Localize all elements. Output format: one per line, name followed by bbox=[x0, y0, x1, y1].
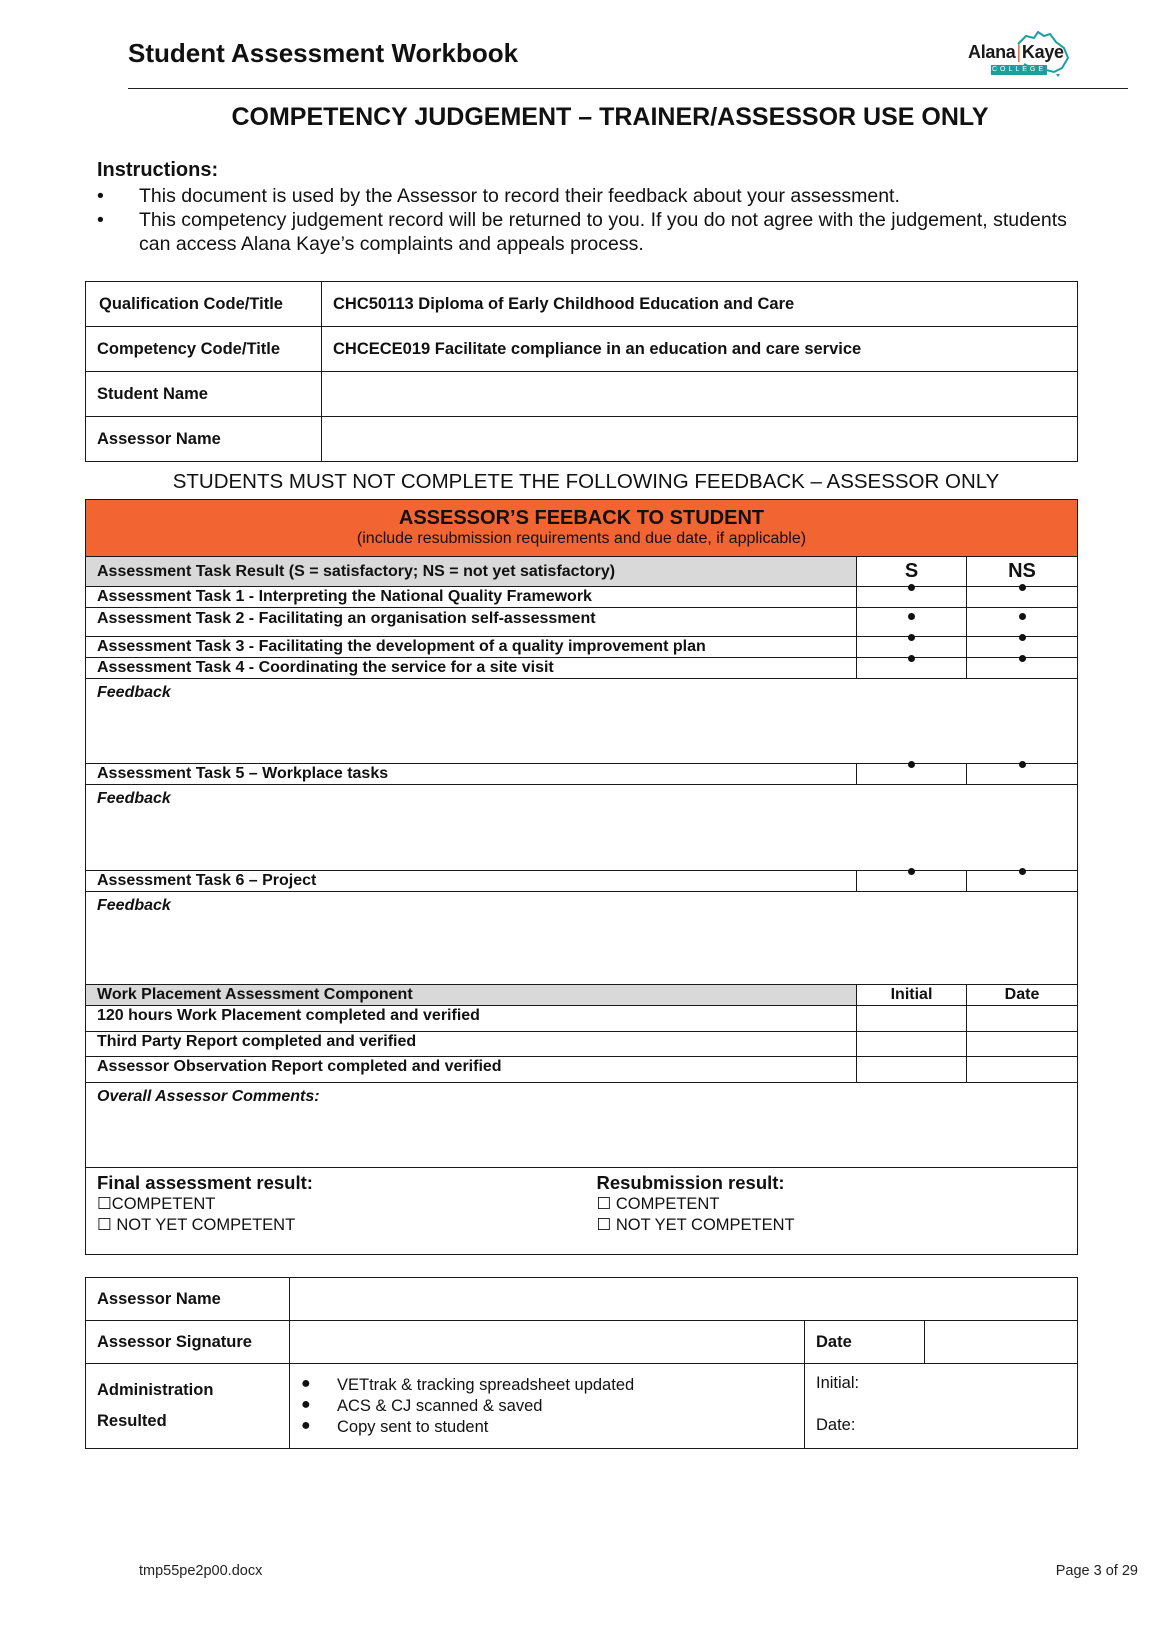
signoff-assessor-name-label: Assessor Name bbox=[86, 1278, 290, 1321]
admin-initial-date-field[interactable]: Initial: Date: bbox=[805, 1364, 1078, 1449]
table-row bbox=[86, 1278, 1078, 1321]
bullet-icon bbox=[908, 613, 915, 620]
student-name-label: Student Name bbox=[86, 372, 322, 417]
work-placement-row bbox=[86, 1006, 1078, 1032]
date-col-header: Date bbox=[967, 985, 1078, 1006]
feedback-header bbox=[86, 500, 1078, 557]
admin-item: ● Copy sent to student bbox=[301, 1416, 489, 1436]
assessor-signoff-table bbox=[85, 1277, 1078, 1449]
task-label: Assessment Task 6 – Project bbox=[86, 871, 857, 892]
result-header-row bbox=[86, 557, 1078, 587]
observation-initial-field[interactable] bbox=[857, 1057, 967, 1083]
workbook-title: Student Assessment Workbook bbox=[128, 38, 519, 68]
bullet-icon bbox=[1019, 655, 1026, 662]
signoff-assessor-name-field[interactable] bbox=[290, 1278, 1078, 1321]
footer-filename: tmp55pe2p00.docx bbox=[139, 1563, 263, 1579]
work-placement-label: Third Party Report completed and verified bbox=[86, 1032, 857, 1057]
bullet-icon bbox=[908, 634, 915, 641]
footer-page-number: Page 3 of 29 bbox=[1055, 1563, 1138, 1579]
work-placement-header-row bbox=[86, 985, 1078, 1006]
bullet-icon bbox=[908, 655, 915, 662]
table-row bbox=[86, 282, 1078, 327]
task-4-ns-option[interactable] bbox=[967, 658, 1078, 679]
bullet-icon bbox=[1019, 868, 1026, 875]
feedback-field-tasks-1-4[interactable]: Feedback bbox=[86, 679, 1078, 764]
task-4-s-option[interactable] bbox=[857, 658, 967, 679]
table-row bbox=[86, 372, 1078, 417]
task-5-s-option[interactable] bbox=[857, 764, 967, 785]
instruction-item: • This document is used by the Assessor to record their feedback about your assessment. bbox=[97, 185, 900, 207]
assessor-name-label: Assessor Name bbox=[86, 417, 322, 462]
assessor-feedback-table bbox=[85, 499, 1078, 1255]
result-header-label: Assessment Task Result (S = satisfactory; NS = not yet satisfactory) bbox=[86, 557, 857, 587]
feedback-row bbox=[86, 679, 1078, 764]
feedback-header-subtitle: (include resubmission requirements and due date, if applicable) bbox=[356, 530, 807, 547]
header-divider bbox=[128, 88, 1128, 89]
assessor-name-field[interactable] bbox=[322, 417, 1078, 462]
assessor-only-notice: STUDENTS MUST NOT COMPLETE THE FOLLOWING FEEDBACK – ASSESSOR ONLY bbox=[172, 470, 1000, 493]
col-ns-header: NS bbox=[967, 557, 1078, 587]
work-placement-row bbox=[86, 1032, 1078, 1057]
task-row bbox=[86, 637, 1078, 658]
signoff-date-field[interactable] bbox=[925, 1321, 1078, 1364]
task-2-ns-option[interactable] bbox=[967, 608, 1078, 637]
result-row bbox=[86, 1168, 1078, 1255]
task-row bbox=[86, 658, 1078, 679]
feedback-header-row bbox=[86, 500, 1078, 557]
result-section bbox=[86, 1168, 1078, 1255]
final-result-group bbox=[97, 1172, 592, 1236]
bullet-icon bbox=[908, 584, 915, 591]
task-1-s-option[interactable] bbox=[857, 587, 967, 608]
task-5-ns-option[interactable] bbox=[967, 764, 1078, 785]
final-competent-checkbox[interactable]: ☐COMPETENT bbox=[97, 1195, 216, 1213]
feedback-header-title: ASSESSOR’S FEEBACK TO STUDENT bbox=[398, 507, 765, 529]
logo-text: Alana|Kaye bbox=[968, 42, 1064, 62]
task-row bbox=[86, 764, 1078, 785]
task-row bbox=[86, 608, 1078, 637]
feedback-row bbox=[86, 892, 1078, 985]
task-6-s-option[interactable] bbox=[857, 871, 967, 892]
task-1-ns-option[interactable] bbox=[967, 587, 1078, 608]
logo-subtitle: COLLEGE bbox=[991, 66, 1047, 73]
final-result-title: Final assessment result: bbox=[97, 1172, 313, 1193]
bullet-icon bbox=[1019, 634, 1026, 641]
resubmission-competent-checkbox[interactable]: ☐ COMPETENT bbox=[596, 1195, 720, 1213]
admin-checklist bbox=[290, 1364, 805, 1449]
task-label: Assessment Task 4 - Coordinating the service for a site visit bbox=[86, 658, 857, 679]
admin-item: ● ACS & CJ scanned & saved bbox=[301, 1395, 543, 1415]
work-placement-label: 120 hours Work Placement completed and verified bbox=[86, 1006, 857, 1032]
overall-comments-row bbox=[86, 1083, 1078, 1168]
initial-col-header: Initial bbox=[857, 985, 967, 1006]
bullet-icon: • bbox=[97, 185, 104, 207]
page-title: COMPETENCY JUDGEMENT – TRAINER/ASSESSOR USE ONLY bbox=[231, 103, 989, 131]
work-placement-label: Assessor Observation Report completed and verified bbox=[86, 1057, 857, 1083]
col-s-header: S bbox=[857, 557, 967, 587]
task-label: Assessment Task 3 - Facilitating the development of a quality improvement plan bbox=[86, 637, 857, 658]
third-party-date-field[interactable] bbox=[967, 1032, 1078, 1057]
bullet-icon: ● bbox=[301, 1416, 311, 1434]
administration-label: Administration Resulted bbox=[86, 1364, 290, 1449]
competency-value[interactable]: CHCECE019 Facilitate compliance in an education and care service bbox=[322, 327, 1078, 372]
bullet-icon bbox=[1019, 613, 1026, 620]
resubmission-result-group bbox=[596, 1172, 794, 1236]
instructions-heading: Instructions: bbox=[97, 159, 219, 181]
task-label: Assessment Task 5 – Workplace tasks bbox=[86, 764, 857, 785]
final-not-yet-competent-checkbox[interactable]: ☐ NOT YET COMPETENT bbox=[97, 1216, 296, 1234]
competency-label: Competency Code/Title bbox=[86, 327, 322, 372]
task-label: Assessment Task 1 - Interpreting the National Quality Framework bbox=[86, 587, 857, 608]
qualification-label: Qualification Code/Title bbox=[86, 282, 322, 327]
bullet-icon bbox=[1019, 761, 1026, 768]
student-info-table bbox=[85, 281, 1078, 462]
task-row bbox=[86, 871, 1078, 892]
work-placement-header: Work Placement Assessment Component bbox=[86, 985, 857, 1006]
observation-date-field[interactable] bbox=[967, 1057, 1078, 1083]
feedback-field-task-5[interactable]: Feedback bbox=[86, 785, 1078, 871]
resubmission-not-yet-competent-checkbox[interactable]: ☐ NOT YET COMPETENT bbox=[596, 1216, 795, 1234]
college-logo bbox=[960, 30, 1075, 80]
task-row bbox=[86, 587, 1078, 608]
table-row bbox=[86, 1364, 1078, 1449]
bullet-icon: • bbox=[97, 209, 104, 231]
bullet-icon: ● bbox=[301, 1395, 311, 1413]
bullet-icon bbox=[1019, 584, 1026, 591]
bullet-icon bbox=[908, 761, 915, 768]
admin-item: ● VETtrak & tracking spreadsheet updated bbox=[301, 1374, 635, 1394]
task-label: Assessment Task 2 - Facilitating an organisation self-assessment bbox=[86, 608, 857, 637]
instruction-item: • This competency judgement record will be returned to you. If you do not agree with the judgement, students can access Alana Kaye’s complaints and appeals process. bbox=[97, 209, 1067, 255]
qualification-value[interactable]: CHC50113 Diploma of Early Childhood Education and Care bbox=[322, 282, 1078, 327]
feedback-row bbox=[86, 785, 1078, 871]
work-placement-date-field[interactable] bbox=[967, 1006, 1078, 1032]
bullet-icon: ● bbox=[301, 1374, 311, 1392]
bullet-icon bbox=[908, 868, 915, 875]
table-row bbox=[86, 327, 1078, 372]
assessor-signature-field[interactable] bbox=[290, 1321, 805, 1364]
task-6-ns-option[interactable] bbox=[967, 871, 1078, 892]
third-party-initial-field[interactable] bbox=[857, 1032, 967, 1057]
table-row bbox=[86, 1321, 1078, 1364]
work-placement-row bbox=[86, 1057, 1078, 1083]
signoff-date-label: Date bbox=[805, 1321, 925, 1364]
student-name-field[interactable] bbox=[322, 372, 1078, 417]
overall-comments-field[interactable]: Overall Assessor Comments: bbox=[86, 1083, 1078, 1168]
assessor-signature-label: Assessor Signature bbox=[86, 1321, 290, 1364]
feedback-field-task-6[interactable]: Feedback bbox=[86, 892, 1078, 985]
table-row bbox=[86, 417, 1078, 462]
instructions-list bbox=[97, 184, 1097, 256]
resubmission-result-title: Resubmission result: bbox=[596, 1172, 785, 1193]
work-placement-initial-field[interactable] bbox=[857, 1006, 967, 1032]
task-2-s-option[interactable] bbox=[857, 608, 967, 637]
